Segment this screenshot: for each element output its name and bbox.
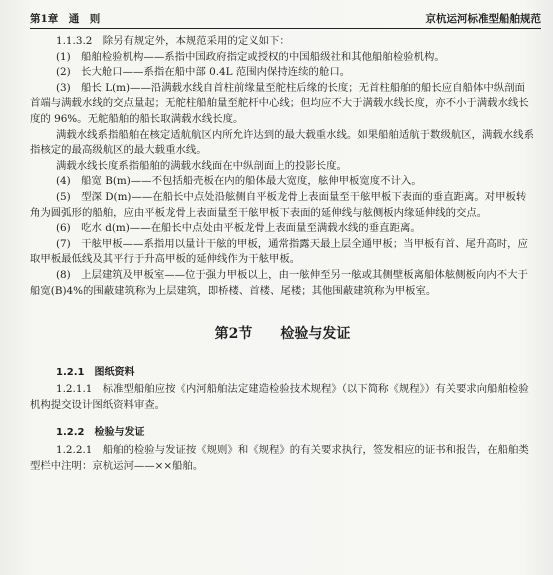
clause-1-1-3-2: 1.1.3.2 除另有规定外，本规范采用的定义如下： xyxy=(56,35,290,47)
section-number: 第2节 xyxy=(214,326,253,343)
page-body xyxy=(30,34,535,474)
book-title: 京杭运河标准型船舶规范 xyxy=(425,13,541,25)
section-heading xyxy=(30,327,535,343)
section-title: 检验与发证 xyxy=(280,326,351,343)
definition-5: (5) 型深 D(m)——在船长中点处沿舷侧自平板龙骨上表面量至干舷甲板下表面的垂直距离。对甲板转角为圆弧形的船舶，应由平板龙骨上表面量至干舷甲板下表面的延伸线与舷侧板内缘延伸线的交点。 xyxy=(30,190,527,219)
definition-7: (7) 干舷甲板——系指用以量计干舷的甲板，通常指露天最上层全通甲板；当甲板有首、尾升高时，应取甲板最低线及其平行于升高甲板的延伸线作为干舷甲板。 xyxy=(30,237,528,266)
definition-6: (6) 吃水 d(m)——在船长中点处由平板龙骨上表面量至满载水线的垂直距离。 xyxy=(56,222,421,235)
subsection-1-2-2-heading: 1.2.2 检验与发证 xyxy=(56,427,145,439)
definition-2: (2) 长大舱口——系指在船中部 0.4L 范围内保持连续的舱口。 xyxy=(56,66,351,79)
definition-4: (4) 船宽 B(m)——不包括船壳板在内的船体最大宽度，舷伸甲板宽度不计入。 xyxy=(56,175,422,188)
clause-1-2-1-1: 1.2.1.1 标准型船舶应按《内河船舶法定建造检验技术规程》（以下简称《规程》）有关要求向船舶检验机构提交设计图纸资料审查。 xyxy=(30,383,529,411)
chapter-title: 第1章 通 则 xyxy=(30,13,101,25)
definition-8: (8) 上层建筑及甲板室——位于强力甲板以上，由一舷伸至另一舷或其侧壁板离船体舷侧板向内不大于船宽(B)4%的围蔽建筑称为上层建筑，即桥楼、首楼、尾楼；其他围蔽建筑称为甲板室。 xyxy=(30,268,528,297)
definition-3-note-1: 满载水线系指船舶在核定适航航区内所允许达到的最大载重水线。如果船舶适航于数级航区，满载水线系指核定的最高级航区的最大载重水线。 xyxy=(30,128,534,157)
clause-1-2-2-1: 1.2.2.1 船舶的检验与发证按《规则》和《规程》的有关要求执行，签发相应的证书和报告，在船舶类型栏中注明：京杭运河——××船舶。 xyxy=(30,444,529,472)
definition-3-note-2: 满载水线长度系指船舶的满载水线面在中纵剖面上的投影长度。 xyxy=(56,159,347,172)
definition-1: (1) 船舶检验机构——系指中国政府指定或授权的中国船级社和其他船舶检验机构。 xyxy=(56,50,445,63)
definition-3: (3) 船长 L(m)——沿满载水线自首柱前缘量至舵柱后缘的长度；无首柱船舶的船长应自船体中纵剖面首端与满载水线的交点量起；无舵柱船舶量至舵杆中心线；但均应不大于满载水线长度，亦不小于满载水线长度的 96%。无舵船舶的船长取满载水线长度。 xyxy=(30,81,529,125)
running-header xyxy=(30,6,541,29)
subsection-1-2-1-heading: 1.2.1 图纸资料 xyxy=(56,366,135,378)
